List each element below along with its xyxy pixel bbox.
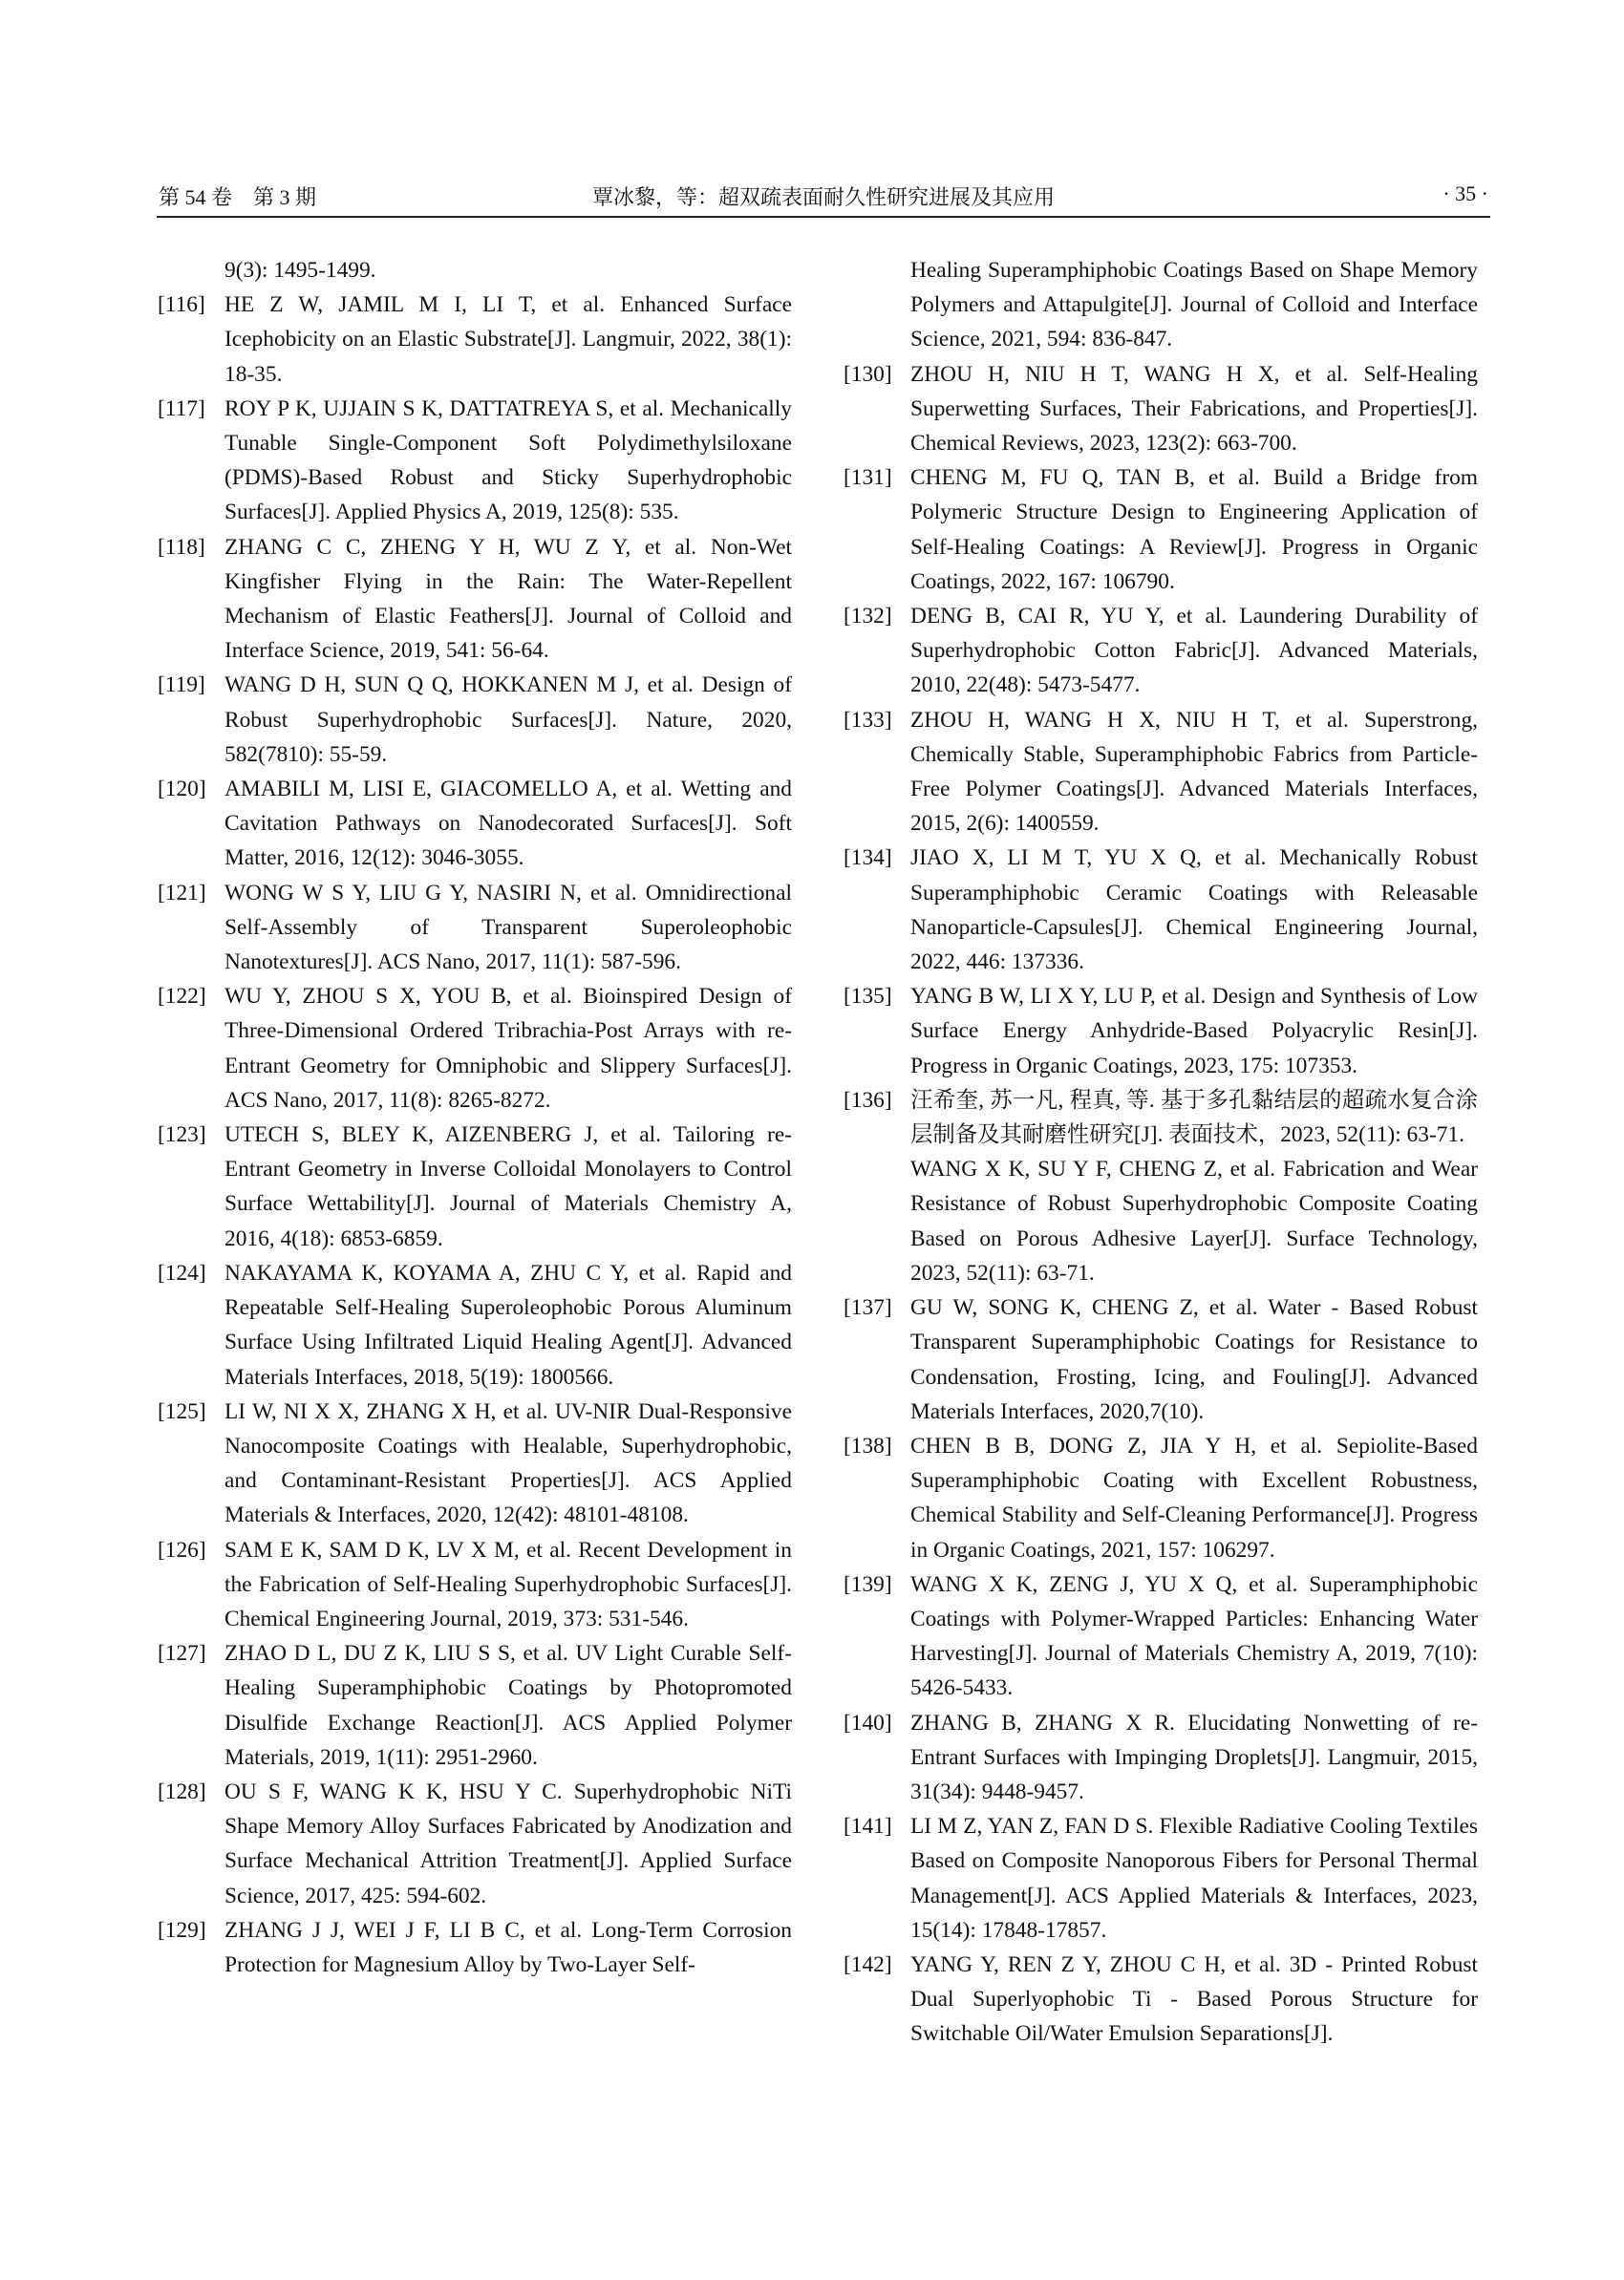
reference-text-block — [910, 1567, 1478, 1706]
reference-number: [123] — [158, 1122, 206, 1148]
reference-number: [130] — [844, 361, 892, 387]
reference-text-block — [224, 1913, 792, 1982]
reference-number: [126] — [158, 1537, 206, 1563]
reference-entry — [844, 460, 1478, 599]
reference-entry — [844, 1429, 1478, 1567]
reference-entry — [844, 1948, 1478, 2052]
reference-entry — [844, 1706, 1478, 1810]
reference-text-block — [910, 1706, 1478, 1810]
reference-number: [133] — [844, 707, 892, 733]
reference-text-block — [224, 530, 792, 669]
references-right-column — [844, 253, 1478, 2052]
reference-entry — [158, 1395, 792, 1533]
reference-number: [136] — [844, 1087, 892, 1113]
reference-entry — [844, 841, 1478, 979]
reference-text: ZHOU H, WANG H X, NIU H T, et al. Superstrong, Chemically Stable, Superamphiphobic Fabrics from Particle-Free Polymer Coatings[J]. Advanced Materials Interfaces, 2015, 2(6): 1400559. — [910, 707, 1478, 837]
reference-text: GU W, SONG K, CHENG Z, et al. Water - Based Robust Transparent Superamphiphobic Coatings for Resistance to Condensation, Frosting, Icing, and Fouling[J]. Advanced Materials Interfaces, 2020,7(10). — [910, 1295, 1478, 1424]
reference-entry — [158, 1256, 792, 1395]
reference-text-block — [224, 979, 792, 1118]
reference-number: [116] — [158, 292, 205, 318]
reference-entry — [844, 599, 1478, 703]
reference-entry — [844, 253, 1478, 357]
reference-text: WONG W S Y, LIU G Y, NASIRI N, et al. Omnidirectional Self-Assembly of Transparent Superoleophobic Nanotextures[J]. ACS Nano, 2017, 11(1): 587-596. — [224, 880, 792, 975]
reference-text: ZHOU H, NIU H T, WANG H X, et al. Self-Healing Superwetting Surfaces, Their Fabrications, and Properties[J]. Chemical Reviews, 2023, 123(2): 663-700. — [910, 361, 1478, 457]
reference-entry — [158, 1636, 792, 1775]
reference-entry — [158, 392, 792, 530]
page-number: · 35 · — [1442, 181, 1488, 205]
running-header — [157, 178, 1490, 218]
reference-text-block — [224, 253, 792, 288]
reference-text-block — [910, 1809, 1478, 1948]
reference-text-block — [224, 668, 792, 772]
reference-text: 9(3): 1495-1499. — [224, 258, 376, 283]
reference-number: [142] — [844, 1951, 892, 1977]
reference-text: UTECH S, BLEY K, AIZENBERG J, et al. Tailoring re-Entrant Geometry in Inverse Colloidal Monolayers to Control Surface Wettability[J]. Journal of Materials Chemistry A, 2016, 4(18): 6853-6859. — [224, 1122, 792, 1251]
reference-number: [134] — [844, 845, 892, 871]
reference-entry — [844, 1567, 1478, 1706]
reference-entry — [158, 1913, 792, 1982]
reference-text: ZHAO D L, DU Z K, LIU S S, et al. UV Light Curable Self-Healing Superamphiphobic Coatings by Photopromoted Disulfide Exchange Reaction[J]. ACS Applied Polymer Materials, 2019, 1(11): 2951-2960. — [224, 1641, 792, 1770]
references-left-column — [158, 253, 792, 1982]
reference-text-block — [224, 1395, 792, 1533]
reference-text: NAKAYAMA K, KOYAMA A, ZHU C Y, et al. Rapid and Repeatable Self-Healing Superoleophobic Porous Aluminum Surface Using Infiltrated Liquid Healing Agent[J]. Advanced Materials Interfaces, 2018, 5(19): 1800566. — [224, 1260, 792, 1390]
reference-text-block — [910, 460, 1478, 599]
reference-number: [141] — [844, 1814, 892, 1840]
reference-text-block — [910, 841, 1478, 979]
reference-entry — [844, 1809, 1478, 1948]
reference-text: CHEN B B, DONG Z, JIA Y H, et al. Sepiolite-Based Superamphiphobic Coating with Excellent Robustness, Chemical Stability and Self-Cleaning Performance[J]. Progress in Organic Coatings, 2021, 157: 106297. — [910, 1433, 1478, 1563]
reference-text-block — [910, 1429, 1478, 1567]
reference-text: ZHANG J J, WEI J F, LI B C, et al. Long-Term Corrosion Protection for Magnesium Alloy by Two-Layer Self- — [224, 1917, 792, 1977]
reference-number: [119] — [158, 672, 205, 698]
reference-text-block — [910, 1948, 1478, 2052]
reference-number: [127] — [158, 1641, 206, 1667]
reference-text: DENG B, CAI R, YU Y, et al. Laundering Durability of Superhydrophobic Cotton Fabric[J]. Advanced Materials, 2010, 22(48): 5473-5477. — [910, 604, 1478, 698]
reference-entry — [844, 357, 1478, 461]
reference-number: [140] — [844, 1710, 892, 1736]
reference-text: YANG Y, REN Z Y, ZHOU C H, et al. 3D - Printed Robust Dual Superlyophobic Ti - Based Porous Structure for Switchable Oil/Water Emulsion Separations[J]. — [910, 1951, 1478, 2047]
reference-text-block — [224, 1775, 792, 1913]
reference-text-block — [910, 979, 1478, 1083]
reference-entry — [158, 876, 792, 980]
reference-text-block — [910, 599, 1478, 703]
reference-text: WU Y, ZHOU S X, YOU B, et al. Bioinspired Design of Three-Dimensional Ordered Tribrachia-Post Arrays with re-Entrant Geometry for Omniphobic and Slippery Surfaces[J]. ACS Nano, 2017, 11(8): 8265-8272. — [224, 984, 792, 1113]
reference-entry — [158, 253, 792, 288]
reference-text-block — [224, 1118, 792, 1256]
reference-text-block — [910, 1290, 1478, 1429]
reference-number: [128] — [158, 1779, 206, 1804]
reference-entry — [158, 979, 792, 1118]
volume-issue: 第 54 卷 第 3 期 — [159, 185, 317, 209]
reference-entry — [158, 668, 792, 772]
reference-number: [124] — [158, 1260, 206, 1286]
reference-entry — [844, 1290, 1478, 1429]
reference-text: WANG D H, SUN Q Q, HOKKANEN M J, et al. Design of Robust Superhydrophobic Surfaces[J]. Nature, 2020, 582(7810): 55-59. — [224, 672, 792, 767]
reference-text-block — [224, 1256, 792, 1395]
reference-entry — [158, 288, 792, 392]
reference-number: [121] — [158, 880, 206, 906]
reference-entry — [844, 1083, 1478, 1290]
reference-text-block — [224, 876, 792, 980]
reference-number: [138] — [844, 1433, 892, 1459]
reference-number: [139] — [844, 1571, 892, 1597]
reference-entry — [158, 1533, 792, 1637]
reference-entry — [158, 772, 792, 876]
reference-text: 汪希奎, 苏一凡, 程真, 等. 基于多孔黏结层的超疏水复合涂层制备及其耐磨性研究[J]. 表面技术，2023, 52(11): 63-71. — [910, 1087, 1478, 1148]
reference-translation: WANG X K, SU Y F, CHENG Z, et al. Fabrication and Wear Resistance of Robust Superhydrophobic Composite Coating Based on Porous Adhesive Layer[J]. Surface Technology, 2023, 52(11): 63-71. — [910, 1157, 1478, 1286]
running-title: 覃冰黎，等：超双疏表面耐久性研究进展及其应用 — [591, 185, 1055, 209]
reference-entry — [844, 979, 1478, 1083]
reference-number: [125] — [158, 1398, 206, 1424]
reference-number: [122] — [158, 984, 206, 1010]
reference-text-block — [224, 288, 792, 392]
reference-number: [117] — [158, 395, 205, 421]
reference-entry — [158, 1118, 792, 1256]
reference-number: [135] — [844, 984, 892, 1010]
reference-entry — [158, 1775, 792, 1913]
reference-text-block — [910, 357, 1478, 461]
reference-text-block — [224, 392, 792, 530]
reference-text-block — [910, 253, 1478, 357]
reference-text-block — [910, 703, 1478, 842]
reference-text-block — [224, 1636, 792, 1775]
reference-text: ZHANG C C, ZHENG Y H, WU Z Y, et al. Non-Wet Kingfisher Flying in the Rain: The Water-Repellent Mechanism of Elastic Feathers[J]. Journal of Colloid and Interface Science, 2019, 541: 56-64. — [224, 534, 792, 664]
reference-text: LI W, NI X X, ZHANG X H, et al. UV-NIR Dual-Responsive Nanocomposite Coatings with Healable, Superhydrophobic, and Contaminant-Resistant Properties[J]. ACS Applied Materials & Interfaces, 2020, 12(42): 48101-48108. — [224, 1398, 792, 1528]
reference-number: [118] — [158, 534, 205, 560]
reference-entry — [158, 530, 792, 669]
reference-text: JIAO X, LI M T, YU X Q, et al. Mechanically Robust Superamphiphobic Ceramic Coatings with Releasable Nanoparticle-Capsules[J]. Chemical Engineering Journal, 2022, 446: 137336. — [910, 845, 1478, 975]
reference-text: HE Z W, JAMIL M I, LI T, et al. Enhanced Surface Icephobicity on an Elastic Substrate[J]. Langmuir, 2022, 38(1): 18-35. — [224, 292, 792, 387]
reference-number: [132] — [844, 604, 892, 629]
reference-number: [137] — [844, 1295, 892, 1321]
reference-entry — [844, 703, 1478, 842]
reference-text-block — [224, 772, 792, 876]
reference-text: AMABILI M, LISI E, GIACOMELLO A, et al. Wetting and Cavitation Pathways on Nanodecorated Surfaces[J]. Soft Matter, 2016, 12(12): 3046-3055. — [224, 777, 792, 871]
reference-text: LI M Z, YAN Z, FAN D S. Flexible Radiative Cooling Textiles Based on Composite Nanoporous Fibers for Personal Thermal Management[J]. ACS Applied Materials & Interfaces, 2023, 15(14): 17848-17857. — [910, 1814, 1478, 1943]
reference-text: OU S F, WANG K K, HSU Y C. Superhydrophobic NiTi Shape Memory Alloy Surfaces Fabricated by Anodization and Surface Mechanical Attrition Treatment[J]. Applied Surface Science, 2017, 425: 594-602. — [224, 1779, 792, 1908]
reference-number: [131] — [844, 465, 892, 491]
reference-text: SAM E K, SAM D K, LV X M, et al. Recent Development in the Fabrication of Self-Healing Superhydrophobic Surfaces[J]. Chemical Engineering Journal, 2019, 373: 531-546. — [224, 1537, 792, 1631]
reference-number: [129] — [158, 1917, 206, 1943]
reference-text: CHENG M, FU Q, TAN B, et al. Build a Bridge from Polymeric Structure Design to Engineering Application of Self-Healing Coatings: A Review[J]. Progress in Organic Coatings, 2022, 167: 106790. — [910, 465, 1478, 594]
reference-text: ROY P K, UJJAIN S K, DATTATREYA S, et al. Mechanically Tunable Single-Component Soft Polydimethylsiloxane (PDMS)-Based Robust and Sticky Superhydrophobic Surfaces[J]. Applied Physics A, 2019, 125(8): 535. — [224, 395, 792, 525]
reference-text: Healing Superamphiphobic Coatings Based on Shape Memory Polymers and Attapulgite[J]. Journal of Colloid and Interface Science, 2021, 594: 836-847. — [910, 258, 1478, 352]
reference-text: WANG X K, ZENG J, YU X Q, et al. Superamphiphobic Coatings with Polymer-Wrapped Particles: Enhancing Water Harvesting[J]. Journal of Materials Chemistry A, 2019, 7(10): 5426-5433. — [910, 1571, 1478, 1701]
reference-text: ZHANG B, ZHANG X R. Elucidating Nonwetting of re-Entrant Surfaces with Impinging Droplets[J]. Langmuir, 2015, 31(34): 9448-9457. — [910, 1710, 1478, 1804]
reference-text: YANG B W, LI X Y, LU P, et al. Design and Synthesis of Low Surface Energy Anhydride-Based Polyacrylic Resin[J]. Progress in Organic Coatings, 2023, 175: 107353. — [910, 984, 1478, 1078]
reference-text-block — [224, 1533, 792, 1637]
reference-number: [120] — [158, 777, 206, 802]
reference-text-block — [910, 1083, 1478, 1290]
